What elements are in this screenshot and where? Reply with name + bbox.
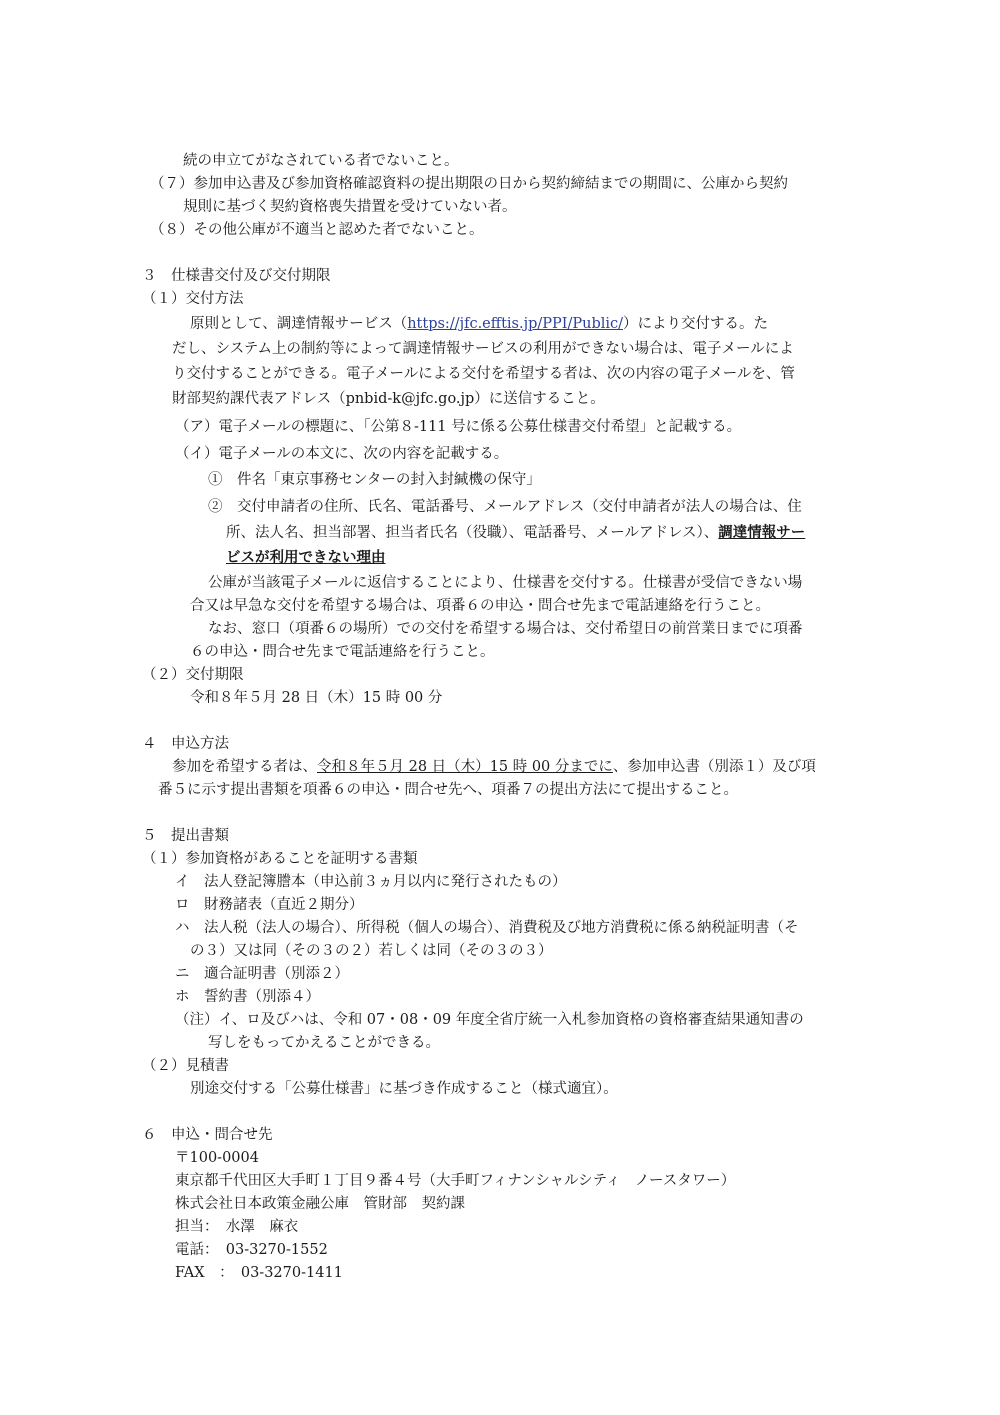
section-heading: ５ 提出書類 bbox=[142, 828, 229, 844]
item-8: （８）その他公庫が不適当と認めた者でないこと。 bbox=[150, 222, 484, 238]
text-span: 参加を希望する者は、 bbox=[172, 759, 317, 775]
text-span: 原則として、調達情報サービス（ bbox=[190, 316, 408, 332]
text-line bbox=[226, 522, 805, 544]
text-line: 別途交付する「公募仕様書」に基づき作成すること（様式適宜）。 bbox=[190, 1081, 618, 1097]
text-line: ６の申込・問合せ先まで電話連絡を行うこと。 bbox=[190, 644, 495, 660]
procurement-url-link[interactable]: https://jfc.efftis.jp/PPI/Public/ bbox=[407, 316, 624, 332]
list-item: ロ 財務諸表（直近２期分） bbox=[175, 897, 364, 913]
list-item: イ 法人登記簿謄本（申込前３ヵ月以内に発行されたもの） bbox=[175, 874, 567, 890]
contact-person: 担当： 水澤 麻衣 bbox=[175, 1219, 299, 1235]
text-line: 合又は早急な交付を希望する場合は、項番６の申込・問合せ先まで電話連絡を行うこと。 bbox=[190, 598, 770, 614]
list-item: ホ 誓約書（別添４） bbox=[175, 989, 320, 1005]
subsection-heading: （１）交付方法 bbox=[142, 291, 244, 307]
phone-number: 電話： 03-3270-1552 bbox=[175, 1242, 328, 1258]
item-7: （７）参加申込書及び参加資格確認資料の提出期限の日から契約締結までの期間に、公庫から契約 bbox=[150, 176, 788, 192]
text-line: 公庫が当該電子メールに返信することにより、仕様書を交付する。仕様書が受信できない場 bbox=[208, 575, 803, 591]
subsection-heading: （１）参加資格があることを証明する書類 bbox=[142, 851, 418, 867]
text-line: 規則に基づく契約資格喪失措置を受けていない者。 bbox=[183, 199, 517, 215]
section-heading: ３ 仕様書交付及び交付期限 bbox=[142, 268, 331, 284]
note-text: （注）イ、ロ及びハは、令和 07・08・09 年度全省庁統一入札参加資格の資格審査結果通知書の bbox=[175, 1012, 804, 1028]
text-line: り交付することができる。電子メールによる交付を希望する者は、次の内容の電子メールを、管 bbox=[172, 366, 795, 382]
text-line: 財部契約課代表アドレス（pnbid-k@jfc.go.jp）に送信すること。 bbox=[172, 391, 605, 407]
list-item: ニ 適合証明書（別添２） bbox=[175, 966, 349, 982]
text-span: 所、法人名、担当部署、担当者氏名（役職）、電話番号、メールアドレス）、 bbox=[226, 525, 719, 541]
organization: 株式会社日本政策金融公庫 管財部 契約課 bbox=[175, 1196, 465, 1212]
postal-code: 〒100-0004 bbox=[175, 1150, 259, 1166]
text-line: の３）又は同（その３の２）若しくは同（その３の３） bbox=[190, 943, 553, 959]
fax-number: FAX ： 03-3270-1411 bbox=[175, 1265, 343, 1281]
underlined-deadline: 令和８年５月 28 日（木）15 時 00 分までに bbox=[317, 759, 613, 775]
text-line: 写しをもってかえることができる。 bbox=[208, 1035, 440, 1051]
emphasis-text: ビスが利用できない理由 bbox=[226, 549, 386, 566]
section-heading: ４ 申込方法 bbox=[142, 736, 229, 752]
text-span: 、参加申込書（別添１）及び項 bbox=[612, 759, 816, 775]
text-line bbox=[190, 313, 768, 335]
item-a: （ア）電子メールの標題に、「公第８-111 号に係る公募仕様書交付希望」と記載する。 bbox=[175, 419, 742, 435]
list-item: ハ 法人税（法人の場合）、所得税（個人の場合）、消費税及び地方消費税に係る納税証明書（そ bbox=[175, 920, 799, 936]
circled-item-1: ① 件名「東京事務センターの封入封緘機の保守」 bbox=[208, 472, 541, 488]
subsection-heading: （２）見積書 bbox=[142, 1058, 229, 1074]
text-line: なお、窓口（項番６の場所）での交付を希望する場合は、交付希望日の前営業日までに項番 bbox=[208, 621, 803, 637]
section-heading: ６ 申込・問合せ先 bbox=[142, 1127, 273, 1143]
emphasis-text: 調達情報サー bbox=[718, 524, 806, 541]
subsection-heading: （２）交付期限 bbox=[142, 667, 244, 683]
text-span: ）により交付する。た bbox=[623, 316, 769, 332]
text-line bbox=[172, 756, 816, 778]
text-line: 番５に示す提出書類を項番６の申込・問合せ先へ、項番７の提出方法にて提出すること。 bbox=[158, 782, 738, 798]
circled-item-2: ② 交付申請者の住所、氏名、電話番号、メールアドレス（交付申請者が法人の場合は、住 bbox=[208, 499, 802, 515]
address: 東京都千代田区大手町１丁目９番４号（大手町フィナンシャルシティ ノースタワー） bbox=[175, 1173, 736, 1189]
text-line: 続の申立てがなされている者でないこと。 bbox=[183, 153, 459, 169]
text-line: だし、システム上の制約等によって調達情報サービスの利用ができない場合は、電子メールによ bbox=[172, 341, 794, 357]
item-i: （イ）電子メールの本文に、次の内容を記載する。 bbox=[175, 446, 509, 462]
deadline-text: 令和８年５月 28 日（木）15 時 00 分 bbox=[190, 690, 443, 706]
